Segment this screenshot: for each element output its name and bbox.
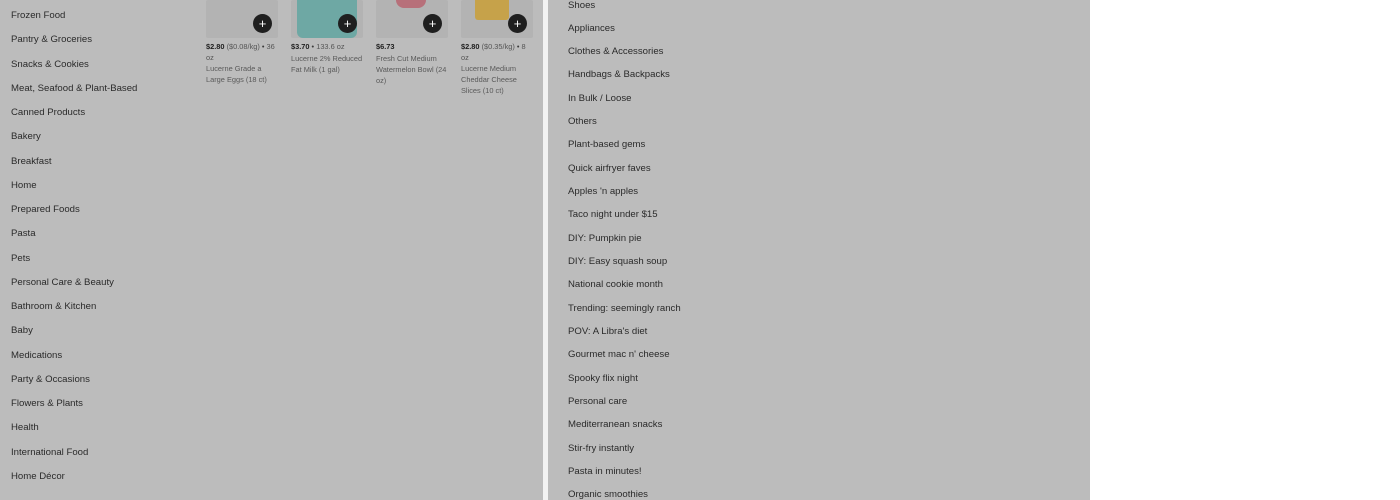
category-home[interactable]: Home bbox=[11, 180, 37, 191]
menu-item-libra-diet[interactable]: POV: A Libra's diet bbox=[568, 326, 648, 337]
product-size: 133.6 oz bbox=[316, 42, 345, 51]
product-card[interactable] bbox=[376, 0, 448, 86]
background-store-page bbox=[0, 0, 543, 500]
menu-item-taco-night[interactable]: Taco night under $15 bbox=[568, 209, 658, 220]
category-party-occasions[interactable]: Party & Occasions bbox=[11, 374, 90, 385]
menu-item-appliances[interactable]: Appliances bbox=[568, 23, 615, 34]
category-medications[interactable]: Medications bbox=[11, 350, 63, 361]
product-name[interactable]: Lucerne Grade a Large Eggs (18 ct) bbox=[206, 64, 267, 84]
cheese-slices-image bbox=[475, 0, 509, 20]
menu-item-gourmet-mac-cheese[interactable]: Gourmet mac n' cheese bbox=[568, 349, 670, 360]
category-meat-seafood[interactable]: Meat, Seafood & Plant-Based bbox=[11, 83, 138, 94]
category-bakery[interactable]: Bakery bbox=[11, 131, 41, 142]
menu-item-trending-ranch[interactable]: Trending: seemingly ranch bbox=[568, 303, 681, 314]
menu-item-shoes[interactable]: Shoes bbox=[568, 0, 596, 11]
category-pantry-groceries[interactable]: Pantry & Groceries bbox=[11, 34, 93, 45]
category-menu-panel bbox=[548, 0, 1090, 500]
menu-item-quick-airfryer-faves[interactable]: Quick airfryer faves bbox=[568, 163, 651, 174]
menu-item-organic-smoothies[interactable]: Organic smoothies bbox=[568, 489, 648, 500]
menu-item-national-cookie-month[interactable]: National cookie month bbox=[568, 279, 663, 290]
menu-item-pasta-in-minutes[interactable]: Pasta in minutes! bbox=[568, 466, 642, 477]
category-international-food[interactable]: International Food bbox=[11, 447, 89, 458]
product-card[interactable] bbox=[291, 0, 363, 75]
product-unit-price: ($0.35/kg) bbox=[481, 42, 515, 51]
category-home-decor[interactable]: Home Décor bbox=[11, 471, 65, 482]
category-bathroom-kitchen[interactable]: Bathroom & Kitchen bbox=[11, 301, 97, 312]
menu-item-spooky-flix-night[interactable]: Spooky flix night bbox=[568, 373, 638, 384]
category-pets[interactable]: Pets bbox=[11, 253, 31, 264]
product-image[interactable] bbox=[376, 0, 448, 38]
add-to-cart-button[interactable]: + bbox=[338, 14, 357, 33]
product-price: $3.70 bbox=[291, 42, 310, 51]
product-name[interactable]: Lucerne Medium Cheddar Cheese Slices (10 ct) bbox=[461, 64, 517, 95]
product-row bbox=[206, 0, 536, 110]
category-breakfast[interactable]: Breakfast bbox=[11, 156, 52, 167]
category-personal-care-beauty[interactable]: Personal Care & Beauty bbox=[11, 277, 114, 288]
product-image[interactable] bbox=[206, 0, 278, 38]
menu-item-handbags-backpacks[interactable]: Handbags & Backpacks bbox=[568, 69, 670, 80]
menu-item-diy-pumpkin-pie[interactable]: DIY: Pumpkin pie bbox=[568, 233, 642, 244]
menu-item-in-bulk-loose[interactable]: In Bulk / Loose bbox=[568, 93, 632, 104]
watermelon-bowl-image bbox=[396, 0, 426, 8]
category-prepared-foods[interactable]: Prepared Foods bbox=[11, 204, 80, 215]
menu-item-others[interactable]: Others bbox=[568, 116, 597, 127]
menu-item-clothes-accessories[interactable]: Clothes & Accessories bbox=[568, 46, 664, 57]
product-price: $2.80 bbox=[206, 42, 225, 51]
product-price: $2.80 bbox=[461, 42, 480, 51]
price-line: $3.70 • 133.6 oz bbox=[291, 42, 345, 51]
add-to-cart-button[interactable]: + bbox=[253, 14, 272, 33]
product-name[interactable]: Lucerne 2% Reduced Fat Milk (1 gal) bbox=[291, 53, 363, 74]
category-flowers-plants[interactable]: Flowers & Plants bbox=[11, 398, 83, 409]
product-card[interactable] bbox=[206, 0, 278, 85]
product-size: 8 oz bbox=[461, 42, 526, 62]
product-image[interactable] bbox=[291, 0, 363, 38]
category-canned-products[interactable]: Canned Products bbox=[11, 107, 86, 118]
menu-item-stir-fry[interactable]: Stir-fry instantly bbox=[568, 443, 635, 454]
price-line: $2.80 ($0.35/kg) • 8 oz bbox=[461, 42, 526, 62]
menu-item-personal-care[interactable]: Personal care bbox=[568, 396, 628, 407]
category-baby[interactable]: Baby bbox=[11, 325, 33, 336]
menu-item-apples-n-apples[interactable]: Apples 'n apples bbox=[568, 186, 639, 197]
menu-item-diy-squash-soup[interactable]: DIY: Easy squash soup bbox=[568, 256, 668, 267]
product-name[interactable]: Fresh Cut Medium Watermelon Bowl (24 oz) bbox=[376, 53, 447, 85]
category-frozen-food[interactable]: Frozen Food bbox=[11, 10, 66, 21]
price-line bbox=[376, 42, 448, 53]
category-pasta[interactable]: Pasta bbox=[11, 228, 36, 239]
product-image[interactable] bbox=[461, 0, 533, 38]
add-to-cart-button[interactable]: + bbox=[508, 14, 527, 33]
product-size: 36 oz bbox=[206, 42, 275, 62]
product-unit-price: ($0.08/kg) bbox=[226, 42, 260, 51]
menu-item-plant-based-gems[interactable]: Plant-based gems bbox=[568, 139, 646, 150]
product-card[interactable] bbox=[461, 0, 533, 96]
product-price: $6.73 bbox=[376, 42, 395, 51]
category-snacks-cookies[interactable]: Snacks & Cookies bbox=[11, 59, 89, 70]
add-to-cart-button[interactable]: + bbox=[423, 14, 442, 33]
menu-item-mediterranean-snacks[interactable]: Mediterranean snacks bbox=[568, 419, 663, 430]
price-line: $2.80 ($0.08/kg) • 36 oz bbox=[206, 42, 275, 62]
category-health[interactable]: Health bbox=[11, 422, 39, 433]
